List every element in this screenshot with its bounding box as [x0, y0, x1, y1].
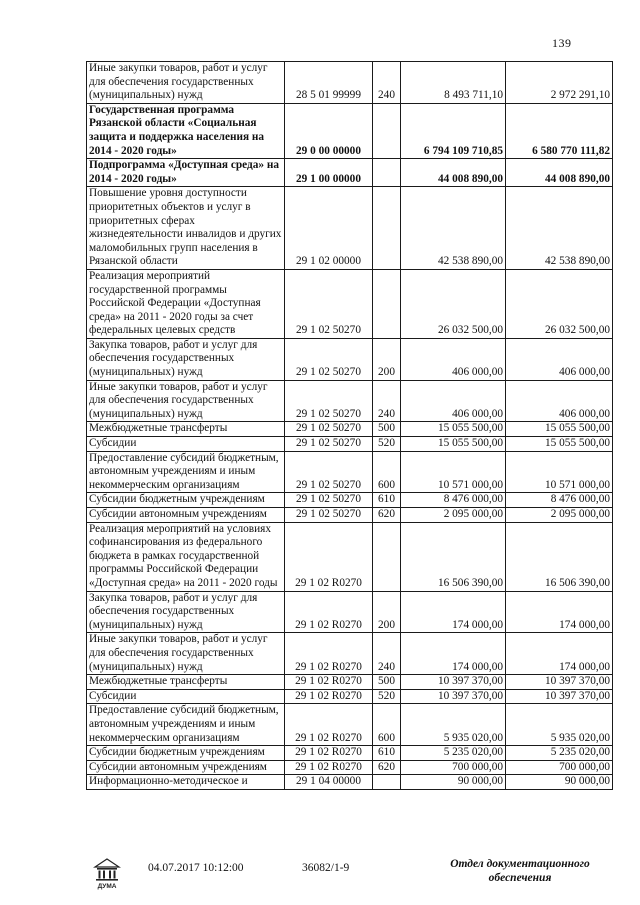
row-sum-year-2: 8 476 000,00 [506, 493, 613, 508]
row-name: Межбюджетные трансферты [87, 675, 285, 690]
row-code: 29 1 02 R0270 [285, 746, 373, 761]
page-number: 139 [552, 36, 572, 50]
row-sum-year-1: 44 008 890,00 [401, 159, 506, 187]
footer-datetime: 04.07.2017 10:12:00 [148, 862, 244, 874]
row-code: 29 1 02 50270 [285, 451, 373, 493]
duma-logo [92, 858, 122, 890]
row-expense-type [373, 522, 401, 591]
row-sum-year-2: 16 506 390,00 [506, 522, 613, 591]
row-expense-type [373, 187, 401, 270]
row-sum-year-1: 6 794 109 710,85 [401, 103, 506, 158]
row-name: Закупка товаров, работ и услуг для обеспечения государственных (муниципальных) нужд [87, 591, 285, 633]
row-code: 29 1 02 50270 [285, 269, 373, 338]
row-sum-year-2: 10 397 370,00 [506, 689, 613, 704]
row-sum-year-1: 10 397 370,00 [401, 675, 506, 690]
row-expense-type: 500 [373, 422, 401, 437]
row-code: 28 5 01 99999 [285, 62, 373, 104]
row-expense-type: 600 [373, 451, 401, 493]
budget-table-body [87, 62, 613, 790]
table-row [87, 689, 613, 704]
row-sum-year-1: 90 000,00 [401, 775, 506, 790]
row-name: Субсидии [87, 689, 285, 704]
row-expense-type: 610 [373, 746, 401, 761]
row-name: Иные закупки товаров, работ и услуг для обеспечения государственных (муниципальных) нужд [87, 62, 285, 104]
row-sum-year-1: 174 000,00 [401, 591, 506, 633]
row-expense-type [373, 775, 401, 790]
row-sum-year-2: 26 032 500,00 [506, 269, 613, 338]
row-expense-type: 620 [373, 508, 401, 523]
row-sum-year-1: 15 055 500,00 [401, 422, 506, 437]
row-code: 29 1 02 R0270 [285, 704, 373, 746]
row-expense-type [373, 269, 401, 338]
footer-department-line1: Отдел документационного [450, 858, 590, 870]
row-sum-year-2: 406 000,00 [506, 380, 613, 422]
row-name: Предоставление субсидий бюджетным, автономным учреждениям и иным некоммерческим организациям [87, 451, 285, 493]
footer-doc-number: 36082/1-9 [302, 862, 350, 874]
row-code: 29 1 02 50270 [285, 493, 373, 508]
row-sum-year-1: 5 935 020,00 [401, 704, 506, 746]
table-row [87, 422, 613, 437]
row-sum-year-1: 174 000,00 [401, 633, 506, 675]
table-row [87, 437, 613, 452]
row-name: Субсидии автономным учреждениям [87, 760, 285, 775]
table-row [87, 704, 613, 746]
row-name: Предоставление субсидий бюджетным, автономным учреждениям и иным некоммерческим организациям [87, 704, 285, 746]
table-row [87, 633, 613, 675]
row-expense-type [373, 159, 401, 187]
row-sum-year-2: 42 538 890,00 [506, 187, 613, 270]
row-sum-year-2: 406 000,00 [506, 338, 613, 380]
row-expense-type [373, 103, 401, 158]
table-row [87, 760, 613, 775]
row-code: 29 1 00 00000 [285, 159, 373, 187]
row-name: Межбюджетные трансферты [87, 422, 285, 437]
row-sum-year-2: 174 000,00 [506, 633, 613, 675]
table-row [87, 775, 613, 790]
row-name: Субсидии [87, 437, 285, 452]
row-sum-year-2: 10 397 370,00 [506, 675, 613, 690]
row-expense-type: 600 [373, 704, 401, 746]
row-sum-year-2: 10 571 000,00 [506, 451, 613, 493]
table-row [87, 338, 613, 380]
row-sum-year-2: 15 055 500,00 [506, 422, 613, 437]
row-name: Реализация мероприятий на условиях софинансирования из федерального бюджета в рамках государственной программы Российской Федерации «Доступная среда» на 2011 - 2020 годы [87, 522, 285, 591]
row-expense-type: 520 [373, 437, 401, 452]
row-code: 29 1 02 R0270 [285, 760, 373, 775]
row-sum-year-2: 174 000,00 [506, 591, 613, 633]
row-code: 29 1 02 00000 [285, 187, 373, 270]
table-row [87, 380, 613, 422]
row-code: 29 0 00 00000 [285, 103, 373, 158]
row-code: 29 1 02 R0270 [285, 675, 373, 690]
table-row [87, 675, 613, 690]
row-sum-year-1: 10 571 000,00 [401, 451, 506, 493]
row-sum-year-1: 2 095 000,00 [401, 508, 506, 523]
row-sum-year-1: 700 000,00 [401, 760, 506, 775]
row-sum-year-1: 15 055 500,00 [401, 437, 506, 452]
row-sum-year-2: 6 580 770 111,82 [506, 103, 613, 158]
row-sum-year-2: 15 055 500,00 [506, 437, 613, 452]
row-code: 29 1 02 50270 [285, 380, 373, 422]
row-code: 29 1 02 50270 [285, 437, 373, 452]
row-sum-year-2: 2 972 291,10 [506, 62, 613, 104]
row-expense-type: 200 [373, 591, 401, 633]
table-row [87, 746, 613, 761]
row-name: Иные закупки товаров, работ и услуг для обеспечения государственных (муниципальных) нужд [87, 380, 285, 422]
row-expense-type: 240 [373, 380, 401, 422]
row-code: 29 1 02 50270 [285, 422, 373, 437]
row-sum-year-2: 5 935 020,00 [506, 704, 613, 746]
footer-department-line2: обеспечения [488, 872, 552, 884]
row-sum-year-2: 90 000,00 [506, 775, 613, 790]
row-name: Государственная программа Рязанской области «Социальная защита и поддержка населения на 2014 - 2020 годы» [87, 103, 285, 158]
row-sum-year-1: 8 476 000,00 [401, 493, 506, 508]
table-row [87, 269, 613, 338]
row-code: 29 1 02 50270 [285, 508, 373, 523]
row-sum-year-2: 5 235 020,00 [506, 746, 613, 761]
row-name: Повышение уровня доступности приоритетных объектов и услуг в приоритетных сферах жизнедеятельности инвалидов и других маломобильных групп населения в Рязанской области [87, 187, 285, 270]
row-expense-type: 240 [373, 633, 401, 675]
row-code: 29 1 02 R0270 [285, 591, 373, 633]
row-sum-year-2: 44 008 890,00 [506, 159, 613, 187]
budget-table [86, 61, 613, 790]
table-row [87, 62, 613, 104]
row-sum-year-1: 26 032 500,00 [401, 269, 506, 338]
row-code: 29 1 02 50270 [285, 338, 373, 380]
row-sum-year-1: 42 538 890,00 [401, 187, 506, 270]
table-row [87, 508, 613, 523]
row-name: Закупка товаров, работ и услуг для обеспечения государственных (муниципальных) нужд [87, 338, 285, 380]
row-sum-year-1: 5 235 020,00 [401, 746, 506, 761]
row-name: Информационно-методическое и [87, 775, 285, 790]
row-name: Реализация мероприятий государственной программы Российской Федерации «Доступная среда» на 2011 - 2020 годы за счет федеральных целевых средств [87, 269, 285, 338]
table-row [87, 451, 613, 493]
row-expense-type: 520 [373, 689, 401, 704]
row-expense-type: 620 [373, 760, 401, 775]
row-expense-type: 500 [373, 675, 401, 690]
row-sum-year-2: 700 000,00 [506, 760, 613, 775]
row-sum-year-2: 2 095 000,00 [506, 508, 613, 523]
row-sum-year-1: 406 000,00 [401, 338, 506, 380]
duma-logo-text: ДУМА [97, 883, 117, 890]
row-sum-year-1: 16 506 390,00 [401, 522, 506, 591]
table-row [87, 159, 613, 187]
row-name: Подпрограмма «Доступная среда» на 2014 - 2020 годы» [87, 159, 285, 187]
row-expense-type: 240 [373, 62, 401, 104]
row-sum-year-1: 406 000,00 [401, 380, 506, 422]
table-row [87, 103, 613, 158]
row-name: Иные закупки товаров, работ и услуг для обеспечения государственных (муниципальных) нужд [87, 633, 285, 675]
row-code: 29 1 02 R0270 [285, 689, 373, 704]
row-sum-year-1: 8 493 711,10 [401, 62, 506, 104]
footer-department [440, 857, 600, 885]
table-row [87, 591, 613, 633]
table-row [87, 493, 613, 508]
table-row [87, 522, 613, 591]
row-name: Субсидии автономным учреждениям [87, 508, 285, 523]
row-code: 29 1 02 R0270 [285, 522, 373, 591]
row-expense-type: 610 [373, 493, 401, 508]
row-expense-type: 200 [373, 338, 401, 380]
table-row [87, 187, 613, 270]
row-sum-year-1: 10 397 370,00 [401, 689, 506, 704]
row-name: Субсидии бюджетным учреждениям [87, 746, 285, 761]
row-code: 29 1 02 R0270 [285, 633, 373, 675]
row-name: Субсидии бюджетным учреждениям [87, 493, 285, 508]
row-code: 29 1 04 00000 [285, 775, 373, 790]
